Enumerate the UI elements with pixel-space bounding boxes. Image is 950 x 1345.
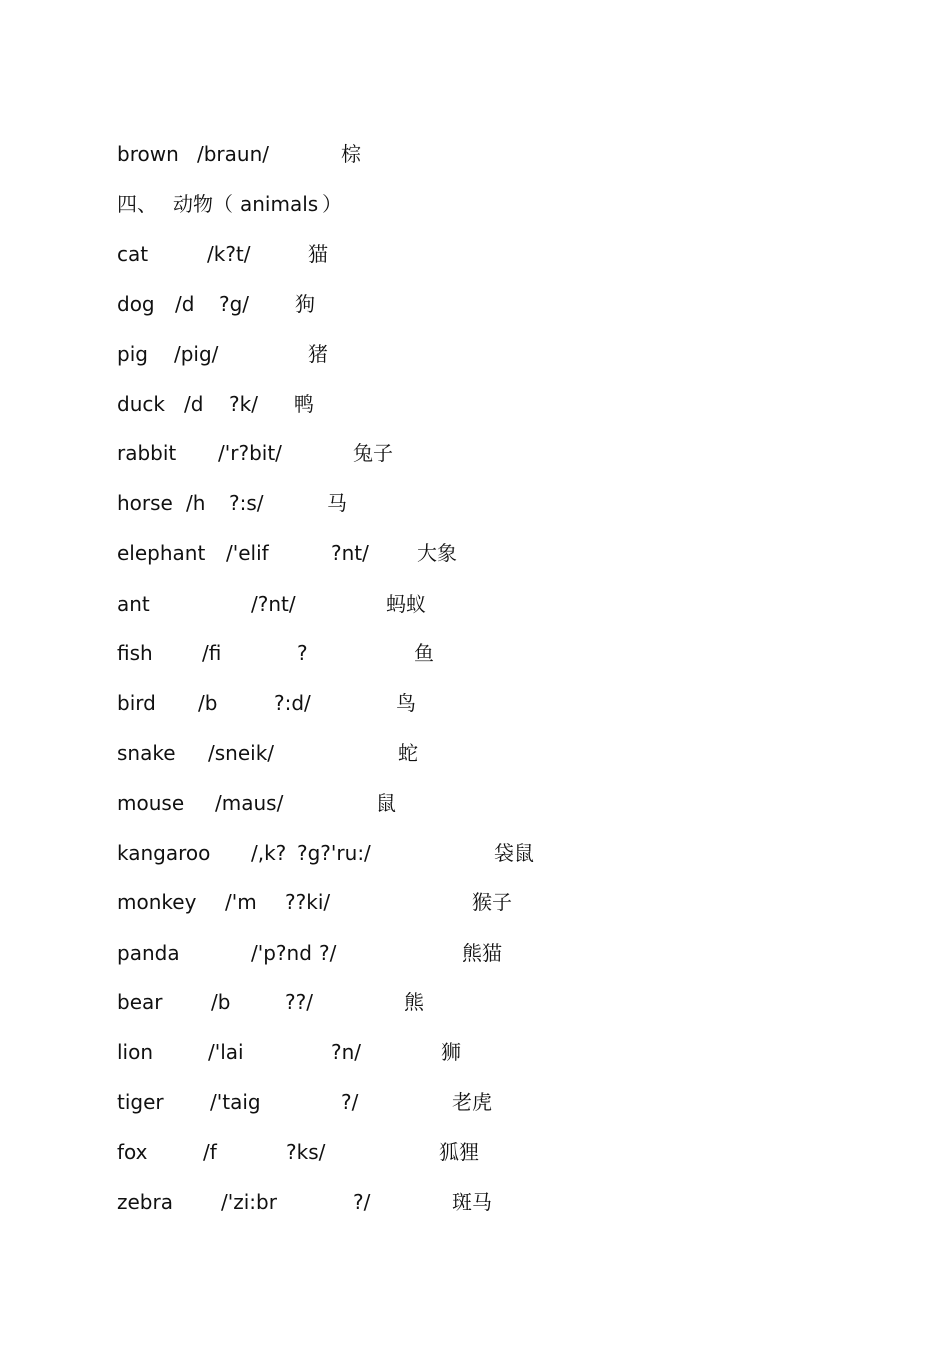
chinese-meaning: 鱼 (414, 641, 434, 665)
chinese-meaning: 猪 (308, 342, 328, 366)
chinese-meaning: 蛇 (398, 741, 418, 765)
chinese-meaning: 鼠 (376, 791, 396, 815)
vocab-row (0, 239, 950, 269)
section-heading (0, 189, 950, 219)
section-close-paren: ） (322, 192, 342, 216)
chinese-meaning: 马 (327, 491, 347, 515)
phonetic: /h (186, 491, 206, 515)
english-word: panda (117, 941, 180, 965)
phonetic: /d (184, 392, 204, 416)
phonetic-cont: ?/ (319, 941, 337, 965)
phonetic-cont: ?nt/ (331, 541, 369, 565)
phonetic-cont: ?/ (341, 1090, 359, 1114)
vocab-row (0, 887, 950, 917)
english-word: tiger (117, 1090, 164, 1114)
english-word: kangaroo (117, 841, 211, 865)
english-word: monkey (117, 890, 197, 914)
phonetic-cont: ??ki/ (285, 890, 331, 914)
vocab-row (0, 1087, 950, 1117)
phonetic: /b (211, 990, 231, 1014)
chinese-meaning: 狐狸 (439, 1140, 479, 1164)
phonetic: /k?t/ (207, 242, 251, 266)
english-word: bird (117, 691, 156, 715)
vocab-row (0, 638, 950, 668)
phonetic: /braun/ (197, 142, 270, 166)
section-number: 四、 (117, 192, 157, 216)
phonetic-cont: ?k/ (229, 392, 258, 416)
vocab-row (0, 389, 950, 419)
chinese-meaning: 熊 (404, 990, 424, 1014)
vocab-row (0, 688, 950, 718)
english-word: ant (117, 592, 150, 616)
english-word: horse (117, 491, 173, 515)
english-word: duck (117, 392, 165, 416)
chinese-meaning: 鸟 (396, 691, 416, 715)
phonetic: /'m (225, 890, 257, 914)
phonetic: /'zi:br (221, 1190, 277, 1214)
phonetic-cont: ?n/ (331, 1040, 362, 1064)
chinese-meaning: 猴子 (472, 890, 512, 914)
vocab-row-brown (0, 139, 950, 169)
phonetic-cont: ?g?'ru:/ (297, 841, 371, 865)
chinese-meaning: 兔子 (353, 441, 393, 465)
english-word: bear (117, 990, 163, 1014)
chinese-meaning: 狮 (441, 1040, 461, 1064)
vocab-row (0, 538, 950, 568)
english-word: fox (117, 1140, 148, 1164)
chinese-meaning: 斑马 (452, 1190, 492, 1214)
phonetic: /pig/ (174, 342, 219, 366)
english-word: lion (117, 1040, 154, 1064)
phonetic-cont: ?ks/ (286, 1140, 326, 1164)
english-word: dog (117, 292, 155, 316)
chinese-meaning: 老虎 (452, 1090, 492, 1114)
phonetic: /b (198, 691, 218, 715)
vocab-row (0, 938, 950, 968)
section-title-zh: 动物（ (173, 192, 233, 216)
vocab-row (0, 1187, 950, 1217)
vocab-row (0, 1037, 950, 1067)
english-word: snake (117, 741, 176, 765)
chinese-meaning: 蚂蚁 (386, 592, 426, 616)
phonetic: /maus/ (215, 791, 284, 815)
chinese-meaning: 棕 (341, 142, 361, 166)
english-word: fish (117, 641, 153, 665)
phonetic: /'lai (208, 1040, 244, 1064)
vocab-row (0, 1137, 950, 1167)
vocab-row (0, 838, 950, 868)
phonetic: /sneik/ (208, 741, 275, 765)
chinese-meaning: 大象 (417, 541, 457, 565)
phonetic: /f (203, 1140, 217, 1164)
chinese-meaning: 鸭 (294, 392, 314, 416)
vocab-row (0, 289, 950, 319)
vocab-row (0, 987, 950, 1017)
phonetic: /'elif (226, 541, 269, 565)
phonetic: /'taig (210, 1090, 261, 1114)
chinese-meaning: 狗 (295, 292, 315, 316)
phonetic-cont: ?g/ (219, 292, 250, 316)
phonetic: /'r?bit/ (218, 441, 282, 465)
section-title-en: animals (240, 192, 319, 216)
chinese-meaning: 袋鼠 (494, 841, 534, 865)
vocab-row (0, 339, 950, 369)
english-word: rabbit (117, 441, 177, 465)
vocab-row (0, 788, 950, 818)
vocab-row (0, 438, 950, 468)
phonetic: /fi (202, 641, 222, 665)
phonetic: /d (175, 292, 195, 316)
chinese-meaning: 熊猫 (462, 941, 502, 965)
english-word: brown (117, 142, 179, 166)
phonetic-cont: ??/ (285, 990, 313, 1014)
phonetic: /,k? (251, 841, 287, 865)
phonetic-cont: ?/ (353, 1190, 371, 1214)
vocab-row (0, 488, 950, 518)
english-word: mouse (117, 791, 185, 815)
vocab-row (0, 589, 950, 619)
vocab-row (0, 738, 950, 768)
phonetic: /?nt/ (251, 592, 296, 616)
phonetic-cont: ? (297, 641, 308, 665)
english-word: elephant (117, 541, 206, 565)
english-word: pig (117, 342, 148, 366)
chinese-meaning: 猫 (308, 242, 328, 266)
english-word: cat (117, 242, 149, 266)
phonetic-cont: ?:d/ (274, 691, 311, 715)
phonetic: /'p?nd (251, 941, 312, 965)
english-word: zebra (117, 1190, 173, 1214)
phonetic-cont: ?:s/ (229, 491, 264, 515)
